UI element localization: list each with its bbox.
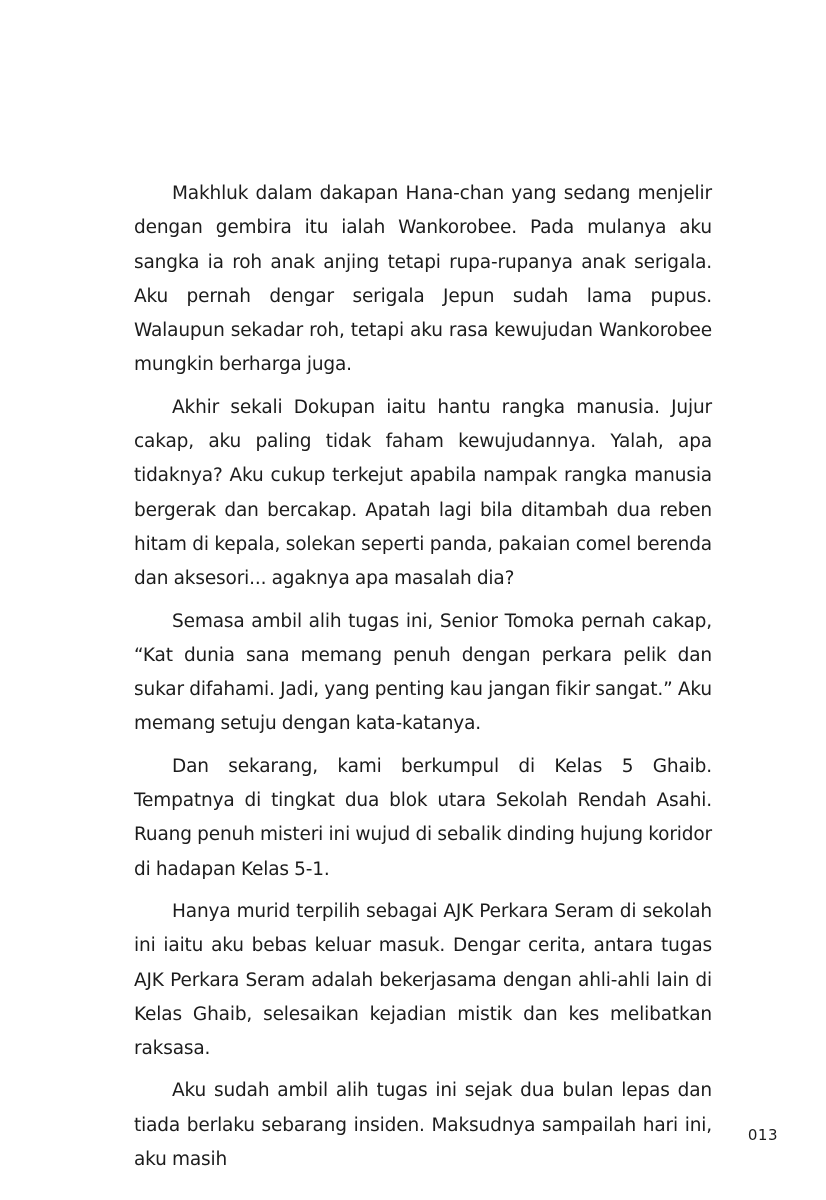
paragraph: Akhir sekali Dokupan iaitu hantu rangka manusia. Jujur cakap, aku paling tidak faham kewujudannya. Yalah, apa tidaknya? Aku cukup terkejut apabila nampak rangka manusia bergerak dan bercakap. Apatah lagi bila ditambah dua reben hitam di kepala, solekan seperti panda, pakaian comel berenda dan aksesori... agaknya apa masalah dia? [134,396,712,590]
page-body-text [134,177,712,1177]
paragraph: Semasa ambil alih tugas ini, Senior Tomoka pernah cakap, “Kat dunia sana memang penuh dengan perkara pelik dan sukar difahami. Jadi, yang penting kau jangan fikir sangat.” Aku memang setuju dengan kata-katanya. [134,610,712,735]
paragraph: Makhluk dalam dakapan Hana-chan yang sedang menjelir dengan gembira itu ialah Wankorobee. Pada mulanya aku sangka ia roh anak anjing tetapi rupa-rupanya anak serigala. Aku pernah dengar serigala Jepun sudah lama pupus. Walaupun sekadar roh, tetapi aku rasa kewujudan Wankorobee mungkin berharga juga. [134,183,712,376]
paragraph: Dan sekarang, kami berkumpul di Kelas 5 Ghaib. Tempatnya di tingkat dua blok utara Sekolah Rendah Asahi. Ruang penuh misteri ini wujud di sebalik dinding hujung koridor di hadapan Kelas 5-1. [134,755,712,880]
paragraph: Hanya murid terpilih sebagai AJK Perkara Seram di sekolah ini iaitu aku bebas keluar masuk. Dengar cerita, antara tugas AJK Perkara Seram adalah bekerjasama dengan ahli-ahli lain di Kelas Ghaib, selesaikan kejadian mistik dan kes melibatkan raksasa. [134,900,712,1060]
paragraph: Aku sudah ambil alih tugas ini sejak dua bulan lepas dan tiada berlaku sebarang insiden. Maksudnya sampailah hari ini, aku masih [134,1080,712,1171]
page-number: 013 [747,1126,778,1144]
